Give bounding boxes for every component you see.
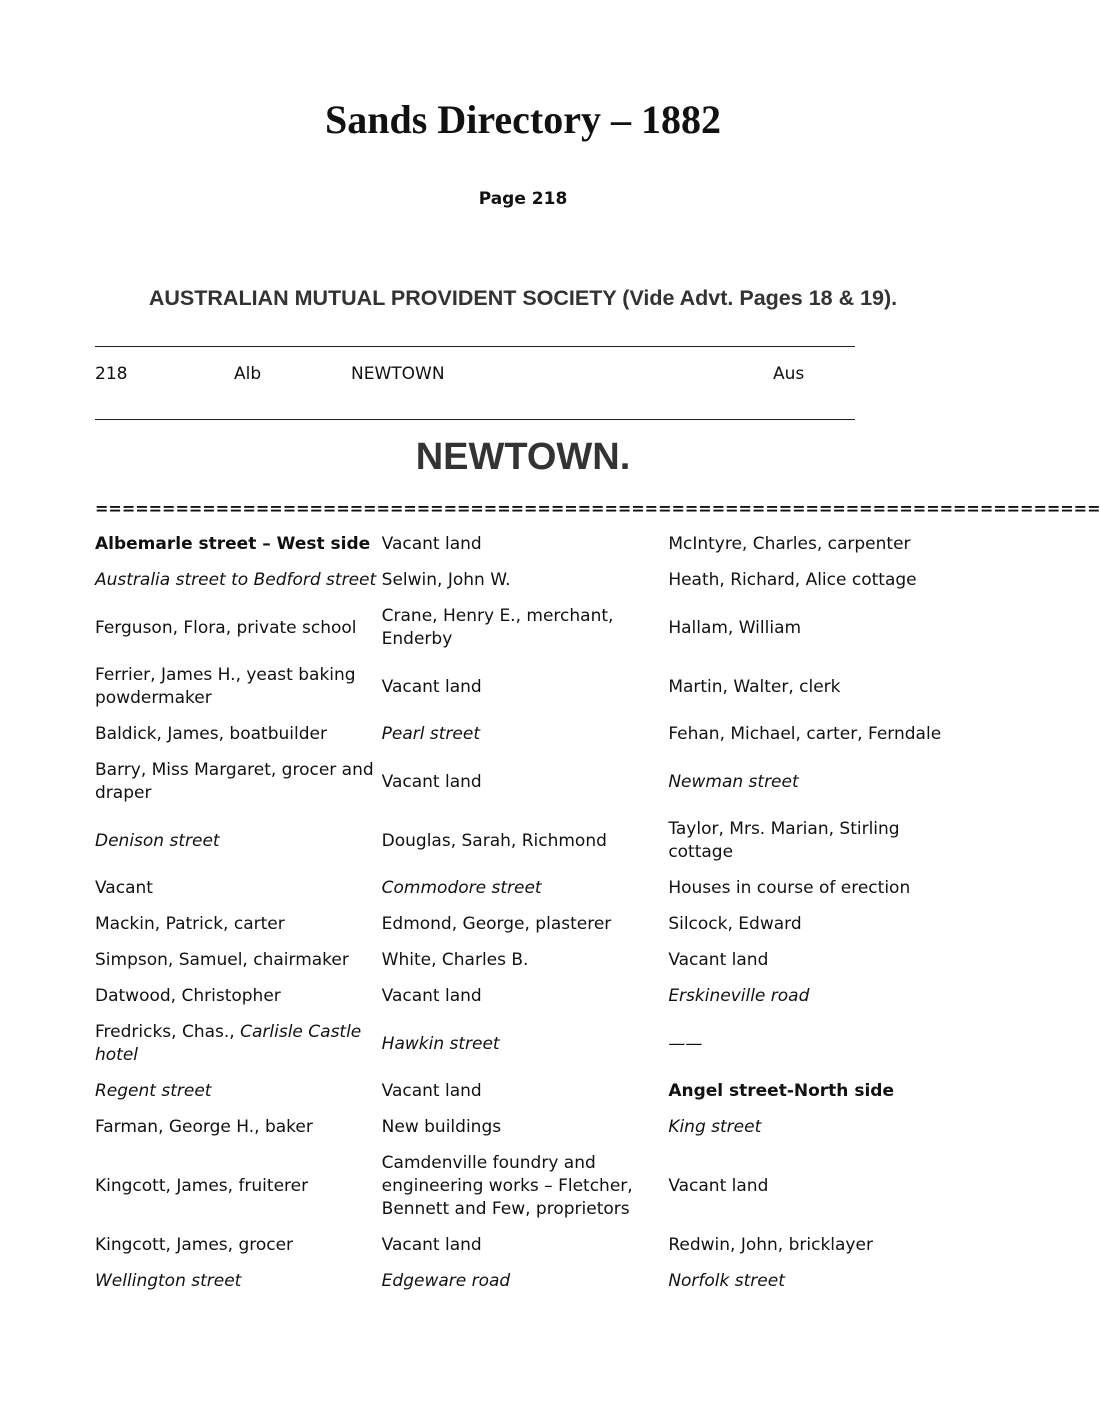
entry-text: Fredricks, Chas.,: [95, 1022, 241, 1042]
directory-entry: [382, 1228, 669, 1264]
directory-entry: [668, 1110, 955, 1146]
directory-entry: [668, 1264, 955, 1300]
directory-entry: [95, 1110, 382, 1146]
directory-table: [95, 527, 955, 1300]
entry-text: New buildings: [381, 1117, 502, 1137]
directory-row: [95, 563, 955, 599]
entry-text: Erskineville road: [668, 986, 810, 1006]
entry-text: Hawkin street: [381, 1033, 500, 1054]
directory-entry: [668, 943, 955, 979]
entry-text: Vacant: [95, 878, 153, 898]
entry-text: ——: [668, 1033, 703, 1054]
directory-entry: [95, 907, 382, 943]
entry-text: Commodore street: [381, 878, 542, 898]
entry-text: Taylor, Mrs. Marian, Stirling cottage: [668, 819, 900, 862]
section-heading: NEWTOWN.: [415, 436, 631, 478]
directory-row: [95, 979, 955, 1015]
directory-entry: [382, 717, 669, 753]
directory-row: [95, 1015, 955, 1074]
directory-entry: [95, 658, 382, 717]
directory-entry: [382, 1074, 669, 1110]
entry-text: Ferrier, James H., yeast baking powdermaker: [95, 665, 356, 708]
entry-text: Barry, Miss Margaret, grocer and draper: [95, 760, 374, 803]
directory-entry: [95, 1228, 382, 1264]
entry-text: Heath, Richard, Alice cottage: [668, 570, 917, 590]
directory-entry: [668, 753, 955, 812]
directory-entry: [382, 1146, 669, 1228]
entry-text: Denison street: [95, 830, 220, 851]
entry-text: Vacant land: [381, 1081, 482, 1101]
directory-entry: [95, 527, 382, 563]
running-header-suburb: NEWTOWN: [351, 364, 445, 384]
directory-row: [95, 717, 955, 753]
directory-entry: [95, 717, 382, 753]
page-title: Sands Directory – 1882: [325, 97, 721, 142]
divider-bottom: [95, 419, 855, 420]
directory-entry: [382, 907, 669, 943]
entry-text: Vacant land: [381, 1235, 482, 1255]
running-header-to: Aus: [773, 364, 805, 384]
directory-row: [95, 599, 955, 658]
entry-text: Fehan, Michael, carter, Ferndale: [668, 724, 942, 744]
directory-entry: [668, 812, 955, 871]
directory-entry: [95, 563, 382, 599]
entry-text: Martin, Walter, clerk: [668, 676, 841, 697]
entry-text: Vacant land: [668, 950, 769, 970]
entry-text: Edgeware road: [381, 1271, 511, 1291]
entry-text: Australia street to Bedford street: [95, 570, 377, 590]
directory-entry: [382, 812, 669, 871]
directory-entry: [95, 599, 382, 658]
directory-row: [95, 907, 955, 943]
entry-text: Mackin, Patrick, carter: [95, 914, 285, 934]
entry-text: Kingcott, James, fruiterer: [95, 1176, 309, 1196]
directory-entry: [382, 943, 669, 979]
directory-entry: [668, 979, 955, 1015]
page-number-label: Page 218: [478, 189, 568, 209]
entry-text: Silcock, Edward: [668, 914, 802, 934]
entry-text: King street: [668, 1117, 762, 1137]
entry-text: White, Charles B.: [381, 950, 529, 970]
directory-entry: [668, 527, 955, 563]
directory-row: [95, 658, 955, 717]
entry-text: Regent street: [95, 1081, 212, 1101]
entry-text: Newman street: [668, 771, 799, 792]
directory-entry: [382, 753, 669, 812]
advertisement-line: AUSTRALIAN MUTUAL PROVIDENT SOCIETY (Vide Advt. Pages 18 & 19).: [148, 286, 898, 310]
directory-row: [95, 871, 955, 907]
directory-row: [95, 1074, 955, 1110]
entry-text: McIntyre, Charles, carpenter: [668, 534, 911, 554]
directory-table-body: [95, 527, 955, 1300]
directory-entry: [668, 599, 955, 658]
entry-text: Datwood, Christopher: [95, 986, 281, 1006]
entry-text: Pearl street: [381, 724, 480, 744]
directory-entry: [95, 1146, 382, 1228]
directory-entry: [95, 1074, 382, 1110]
equals-divider: ===========================================================================: [95, 499, 1100, 518]
entry-text: Norfolk street: [668, 1271, 785, 1291]
directory-row: [95, 1264, 955, 1300]
directory-row: [95, 527, 955, 563]
directory-entry: [382, 1015, 669, 1074]
directory-entry: [668, 907, 955, 943]
entry-text: Vacant land: [381, 676, 482, 697]
directory-entry: [668, 1146, 955, 1228]
entry-text: Vacant land: [381, 534, 482, 554]
entry-text: Douglas, Sarah, Richmond: [381, 830, 607, 851]
directory-row: [95, 1110, 955, 1146]
directory-entry: [668, 717, 955, 753]
entry-text: Angel street-North side: [668, 1081, 894, 1101]
directory-entry: [95, 1264, 382, 1300]
running-header-from: Alb: [234, 364, 262, 384]
entry-text: Hallam, William: [668, 617, 802, 638]
directory-entry: [382, 527, 669, 563]
entry-text: Wellington street: [95, 1271, 242, 1291]
entry-text: Vacant land: [668, 1176, 769, 1196]
directory-entry: [382, 871, 669, 907]
directory-row: [95, 753, 955, 812]
entry-text: Camdenville foundry and engineering works – Fletcher, Bennett and Few, proprietors: [381, 1153, 633, 1219]
directory-entry: [382, 563, 669, 599]
directory-entry: [382, 658, 669, 717]
directory-entry: [382, 599, 669, 658]
entry-text-emphasis: Carlisle Castle hotel: [95, 1022, 362, 1065]
directory-entry: [668, 1015, 955, 1074]
directory-entry: [382, 979, 669, 1015]
directory-entry: [95, 979, 382, 1015]
entry-text: Houses in course of erection: [668, 878, 911, 898]
directory-row: [95, 1228, 955, 1264]
directory-entry: [95, 812, 382, 871]
entry-text: Crane, Henry E., merchant, Enderby: [381, 606, 614, 649]
directory-entry: [95, 871, 382, 907]
directory-row: [95, 812, 955, 871]
entry-text: Selwin, John W.: [381, 570, 511, 590]
directory-entry: [95, 943, 382, 979]
directory-entry: [95, 753, 382, 812]
directory-entry: [668, 658, 955, 717]
entry-text: Redwin, John, bricklayer: [668, 1235, 873, 1255]
directory-entry: [668, 563, 955, 599]
directory-entry: [382, 1110, 669, 1146]
directory-entry: [382, 1264, 669, 1300]
entry-text: Edmond, George, plasterer: [381, 914, 612, 934]
directory-entry: [95, 1015, 382, 1074]
directory-entry: [668, 1074, 955, 1110]
entry-text: Kingcott, James, grocer: [95, 1235, 294, 1255]
divider-top: [95, 346, 855, 347]
directory-entry: [668, 1228, 955, 1264]
entry-text: Baldick, James, boatbuilder: [95, 724, 327, 744]
entry-text: Ferguson, Flora, private school: [95, 617, 357, 638]
directory-entry: [668, 871, 955, 907]
entry-text: Farman, George H., baker: [95, 1117, 313, 1137]
entry-text: Simpson, Samuel, chairmaker: [95, 950, 349, 970]
entry-text: Vacant land: [381, 771, 482, 792]
entry-text: Vacant land: [381, 986, 482, 1006]
running-header-page: 218: [95, 364, 128, 384]
directory-row: [95, 943, 955, 979]
directory-row: [95, 1146, 955, 1228]
entry-text: Albemarle street – West side: [95, 534, 371, 554]
